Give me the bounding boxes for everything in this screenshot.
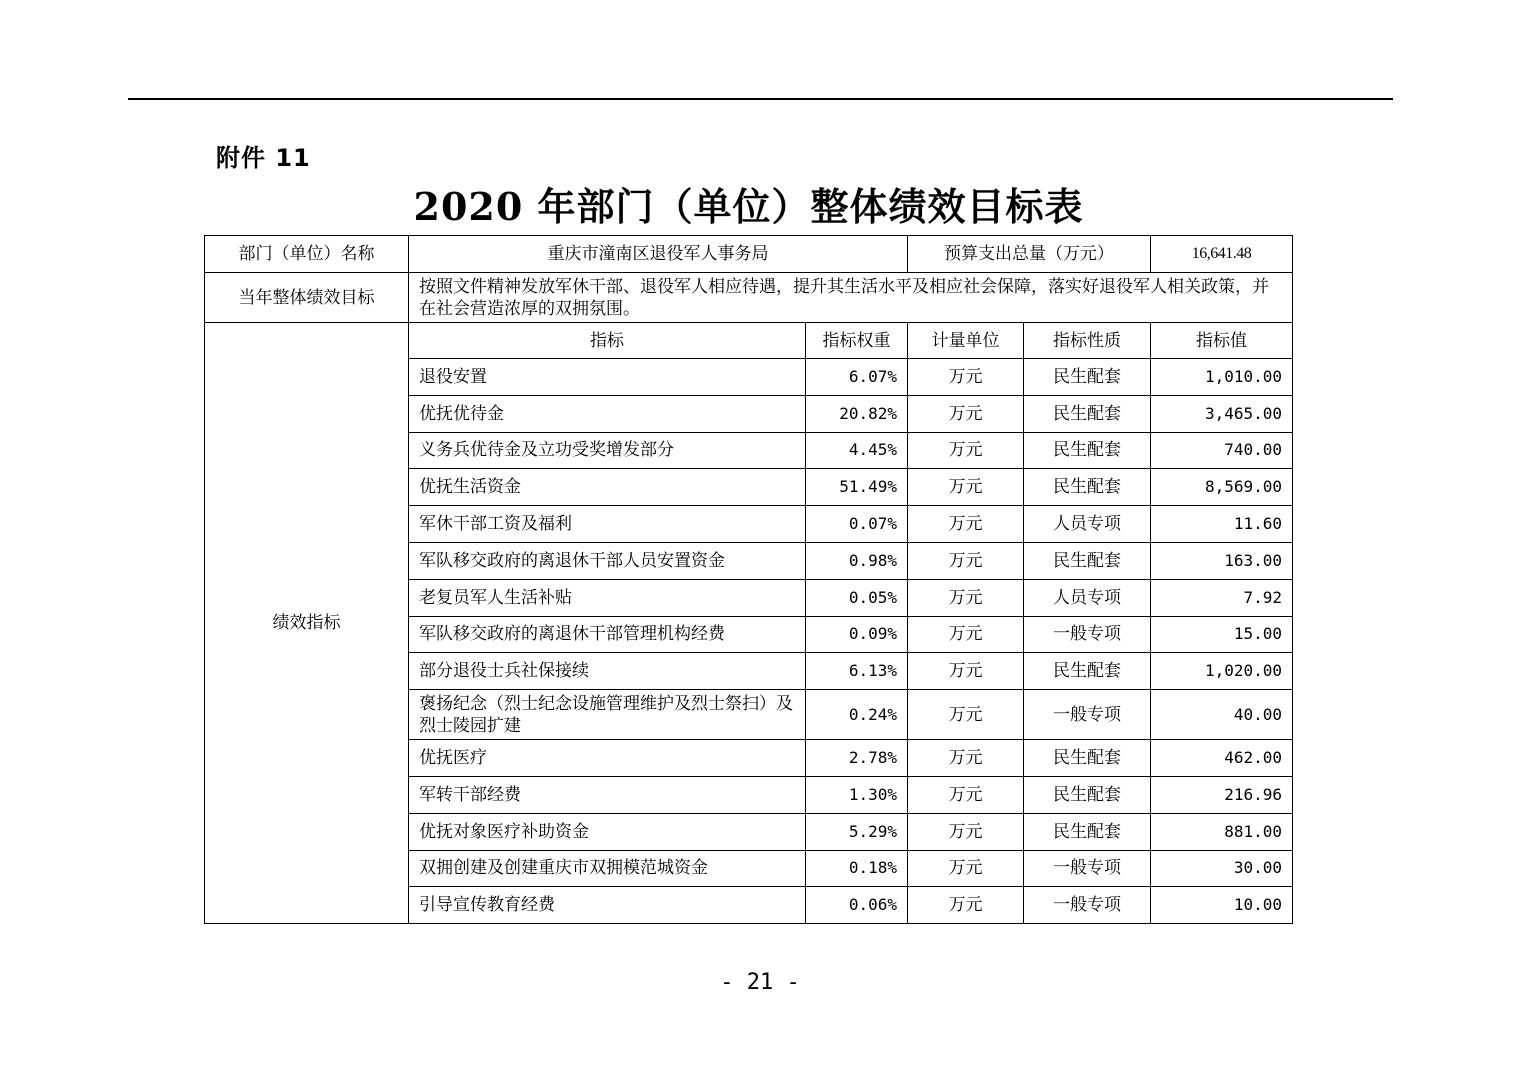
indicator-nature: 民生配套 bbox=[1024, 359, 1151, 396]
column-header: 指标值 bbox=[1151, 323, 1293, 359]
indicator-name: 军转干部经费 bbox=[409, 776, 806, 813]
indicator-value: 15.00 bbox=[1151, 616, 1293, 653]
budget-label: 预算支出总量（万元） bbox=[908, 236, 1151, 273]
dept-row bbox=[205, 236, 1293, 273]
indicator-unit: 万元 bbox=[908, 653, 1024, 690]
dept-label: 部门（单位）名称 bbox=[205, 236, 409, 273]
indicator-weight: 0.06% bbox=[806, 887, 908, 924]
indicator-unit: 万元 bbox=[908, 359, 1024, 396]
indicator-nature: 民生配套 bbox=[1024, 469, 1151, 506]
indicator-weight: 20.82% bbox=[806, 395, 908, 432]
goal-label: 当年整体绩效目标 bbox=[205, 273, 409, 323]
indicator-value: 881.00 bbox=[1151, 813, 1293, 850]
indicator-value: 40.00 bbox=[1151, 690, 1293, 740]
indicator-unit: 万元 bbox=[908, 616, 1024, 653]
indicator-weight: 6.13% bbox=[806, 653, 908, 690]
indicator-unit: 万元 bbox=[908, 579, 1024, 616]
indicator-nature: 民生配套 bbox=[1024, 432, 1151, 469]
indicators-section-label: 绩效指标 bbox=[205, 323, 409, 924]
indicator-unit: 万元 bbox=[908, 432, 1024, 469]
indicator-weight: 5.29% bbox=[806, 813, 908, 850]
indicator-value: 1,020.00 bbox=[1151, 653, 1293, 690]
indicator-name: 引导宣传教育经费 bbox=[409, 887, 806, 924]
indicator-nature: 民生配套 bbox=[1024, 395, 1151, 432]
column-header: 指标性质 bbox=[1024, 323, 1151, 359]
indicator-name: 退役安置 bbox=[409, 359, 806, 396]
indicator-weight: 0.07% bbox=[806, 506, 908, 543]
indicator-weight: 0.18% bbox=[806, 850, 908, 887]
indicator-name: 优抚医疗 bbox=[409, 740, 806, 777]
indicator-name: 军休干部工资及福利 bbox=[409, 506, 806, 543]
indicator-weight: 0.24% bbox=[806, 690, 908, 740]
indicator-nature: 一般专项 bbox=[1024, 690, 1151, 740]
indicator-nature: 一般专项 bbox=[1024, 850, 1151, 887]
indicator-name: 军队移交政府的离退休干部人员安置资金 bbox=[409, 542, 806, 579]
budget-total: 16,641.48 bbox=[1151, 236, 1293, 273]
indicator-name: 优抚生活资金 bbox=[409, 469, 806, 506]
indicator-weight: 2.78% bbox=[806, 740, 908, 777]
indicator-value: 30.00 bbox=[1151, 850, 1293, 887]
indicator-name: 双拥创建及创建重庆市双拥模范城资金 bbox=[409, 850, 806, 887]
indicator-value: 1,010.00 bbox=[1151, 359, 1293, 396]
indicator-nature: 人员专项 bbox=[1024, 506, 1151, 543]
header-rule bbox=[128, 98, 1393, 100]
indicator-weight: 4.45% bbox=[806, 432, 908, 469]
indicator-nature: 一般专项 bbox=[1024, 887, 1151, 924]
indicator-nature: 民生配套 bbox=[1024, 813, 1151, 850]
indicator-weight: 1.30% bbox=[806, 776, 908, 813]
page-number: - 21 - bbox=[720, 970, 800, 995]
indicator-nature: 民生配套 bbox=[1024, 776, 1151, 813]
indicator-value: 8,569.00 bbox=[1151, 469, 1293, 506]
attachment-label: 附件 11 bbox=[216, 144, 311, 172]
indicator-value: 10.00 bbox=[1151, 887, 1293, 924]
indicator-weight: 6.07% bbox=[806, 359, 908, 396]
dept-name: 重庆市潼南区退役军人事务局 bbox=[409, 236, 908, 273]
indicator-weight: 0.09% bbox=[806, 616, 908, 653]
indicator-unit: 万元 bbox=[908, 690, 1024, 740]
indicator-name: 优抚对象医疗补助资金 bbox=[409, 813, 806, 850]
column-header: 指标 bbox=[409, 323, 806, 359]
indicator-value: 11.60 bbox=[1151, 506, 1293, 543]
indicator-nature: 一般专项 bbox=[1024, 616, 1151, 653]
indicator-name: 部分退役士兵社保接续 bbox=[409, 653, 806, 690]
indicator-value: 216.96 bbox=[1151, 776, 1293, 813]
indicator-value: 3,465.00 bbox=[1151, 395, 1293, 432]
column-header: 计量单位 bbox=[908, 323, 1024, 359]
indicator-unit: 万元 bbox=[908, 469, 1024, 506]
indicator-unit: 万元 bbox=[908, 887, 1024, 924]
indicator-name: 义务兵优待金及立功受奖增发部分 bbox=[409, 432, 806, 469]
performance-target-table bbox=[204, 235, 1293, 924]
page-title: 2020 年部门（单位）整体绩效目标表 bbox=[413, 184, 1084, 229]
indicator-unit: 万元 bbox=[908, 813, 1024, 850]
indicator-name: 老复员军人生活补贴 bbox=[409, 579, 806, 616]
indicator-value: 740.00 bbox=[1151, 432, 1293, 469]
indicator-nature: 民生配套 bbox=[1024, 542, 1151, 579]
goal-row bbox=[205, 273, 1293, 323]
indicator-nature: 民生配套 bbox=[1024, 653, 1151, 690]
goal-text: 按照文件精神发放军休干部、退役军人相应待遇，提升其生活水平及相应社会保障，落实好退役军人相关政策，并在社会营造浓厚的双拥氛围。 bbox=[409, 273, 1293, 323]
indicator-name: 优抚优待金 bbox=[409, 395, 806, 432]
indicator-value: 462.00 bbox=[1151, 740, 1293, 777]
indicator-weight: 0.98% bbox=[806, 542, 908, 579]
indicator-unit: 万元 bbox=[908, 395, 1024, 432]
column-header: 指标权重 bbox=[806, 323, 908, 359]
indicator-weight: 51.49% bbox=[806, 469, 908, 506]
indicator-unit: 万元 bbox=[908, 740, 1024, 777]
indicator-header-row bbox=[205, 323, 1293, 359]
indicator-unit: 万元 bbox=[908, 776, 1024, 813]
indicator-weight: 0.05% bbox=[806, 579, 908, 616]
indicator-value: 7.92 bbox=[1151, 579, 1293, 616]
indicator-nature: 民生配套 bbox=[1024, 740, 1151, 777]
indicator-unit: 万元 bbox=[908, 506, 1024, 543]
indicator-name: 褒扬纪念（烈士纪念设施管理维护及烈士祭扫）及烈士陵园扩建 bbox=[409, 690, 806, 740]
indicator-value: 163.00 bbox=[1151, 542, 1293, 579]
indicator-unit: 万元 bbox=[908, 542, 1024, 579]
indicator-unit: 万元 bbox=[908, 850, 1024, 887]
indicator-nature: 人员专项 bbox=[1024, 579, 1151, 616]
indicator-name: 军队移交政府的离退休干部管理机构经费 bbox=[409, 616, 806, 653]
